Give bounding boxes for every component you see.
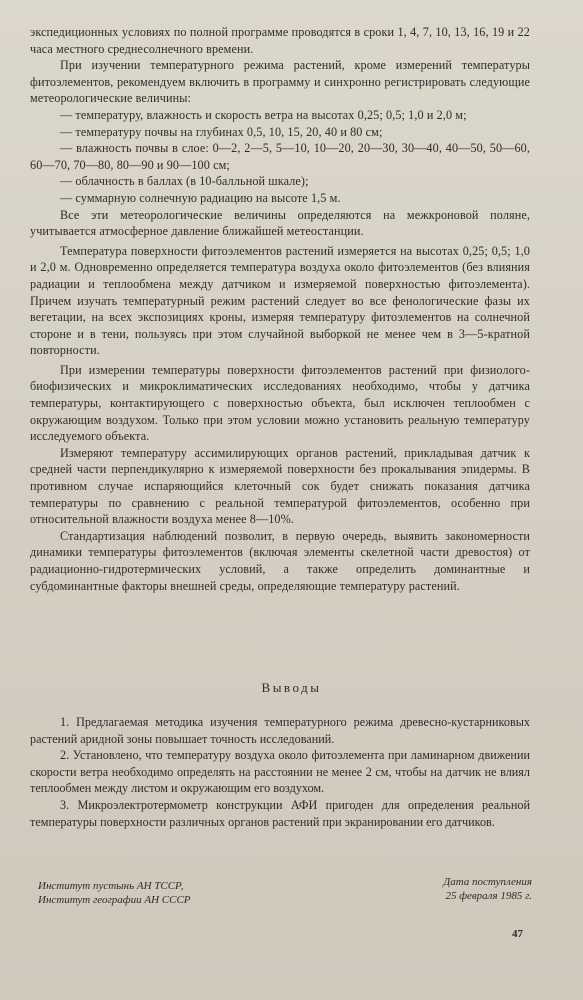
conclusions-list (30, 714, 530, 830)
institution-line: Институт пустынь АН ТССР, (38, 880, 184, 892)
paragraph: Все эти метеорологические величины определяются на межкроновой поляне, учитывается атмосферное давление ближайшей метеостанции. (30, 207, 530, 239)
institution-affiliation (38, 880, 191, 907)
paragraph: Температура поверхности фитоэлементов растений измеряется на высотах 0,25; 0,5; 1,0 и 2,0 м. Одновременно определяется температура воздуха около фитоэлементов (без влияния радиации и теплообмена между датчиком и измеряемой поверхностью фитоэлемента). Причем изучать температурный режим растений следует во все фенологические фазы их вегетации, на всех экспозициях кроны, измеряя температуру фитоэлементов на солнечной стороне и в тени, пользуясь при этом случайной выборкой не менее чем в 3—5-кратной повторности. (30, 243, 530, 358)
page-number: 47 (512, 928, 523, 940)
list-item: — температуру, влажность и скорость ветра на высотах 0,25; 0,5; 1,0 и 2,0 м; (60, 107, 467, 122)
paragraph: Измеряют температуру ассимилирующих органов растений, прикладывая датчик к средней части перпендикулярно к измеряемой поверхности без прокалывания эпидермы. В противном случае испаряющийся клеточный сок будет снижать показания датчика температуры по сравнению с реальной температурой фитоэлементов, особенно при относительной влажности воздуха менее 8—10%. (30, 445, 530, 527)
body-text (30, 24, 530, 594)
list-item: — влажность почвы в слое: 0—2, 2—5, 5—10, 10—20, 20—30, 30—40, 40—50, 50—60, 60—70, 70—80, 80—90 и 90—100 см; (30, 141, 530, 172)
received-label: Дата поступления (443, 876, 532, 888)
paragraph: При измерении температуры поверхности фитоэлементов растений при физиолого-биофизических и микроклиматических исследованиях необходимо, чтобы у датчика температуры, контактирующего с поверхностью объекта, был исключен теплообмен с окружающим воздухом. Только при этом условии можно установить реальную температуру исследуемого объекта. (30, 362, 530, 444)
list-item: — облачность в баллах (в 10-балльной шкале); (60, 174, 309, 189)
received-date: 25 февраля 1985 г. (445, 889, 532, 902)
conclusion-item: 1. Предлагаемая методика изучения температурного режима древесно-кустарниковых растений аридной зоны повышает точность исследований. (30, 715, 530, 746)
institution-line: Институт географии АН СССР (38, 893, 191, 906)
conclusion-item: 3. Микроэлектротермометр конструкции АФИ пригоден для определения реальной температуры поверхности различных органов растений при экранировании его датчиков. (30, 797, 530, 829)
list-item: — температуру почвы на глубинах 0,5, 10, 15, 20, 40 и 80 см; (60, 124, 383, 139)
received-date-block (410, 876, 532, 903)
conclusion-item: 2. Установлено, что температуру воздуха около фитоэлемента при ламинарном движении скорости ветра необходимо определять на расстоянии не менее 2 см, чтобы на датчик не влиял теплообмен между листом и окружающим его воздухом. (30, 748, 530, 796)
section-heading: Выводы (261, 680, 322, 695)
list-item: — суммарную солнечную радиацию на высоте 1,5 м. (60, 190, 341, 205)
paragraph: При изучении температурного режима растений, кроме измерений температуры фитоэлементов, рекомендуем включить в программу и синхронно регистрировать следующие метеорологические величины: (30, 58, 530, 106)
paragraph: Стандартизация наблюдений позволит, в первую очередь, выявить закономерности динамики температуры фитоэлементов (включая элементы скелетной части древостоя) от радиационно-гидротермических условий, а также определить доминантные и субдоминантные факторы внешней среды, определяющие температуру растений. (30, 528, 530, 593)
paragraph: экспедиционных условиях по полной программе проводятся в сроки 1, 4, 7, 10, 13, 16, 19 и 22 часа местного среднесолнечного времени. (30, 25, 530, 56)
